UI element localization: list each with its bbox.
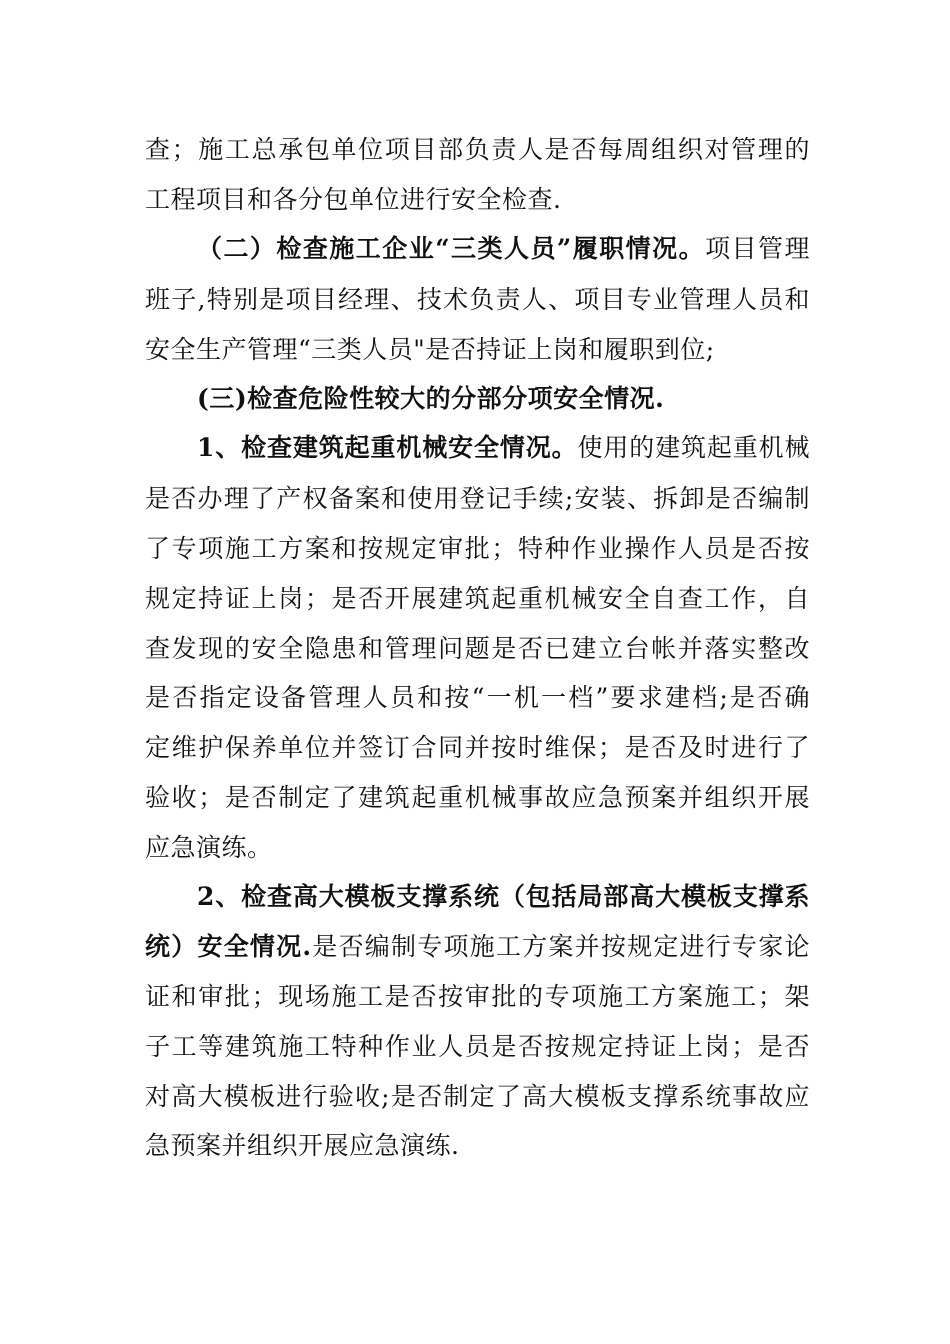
text-segment: 是否编制专项施工方案并按规定进行专家论 <box>311 932 810 961</box>
text-segment: 查发现的安全隐患和管理问题是否已建立台帐并落实整改 <box>145 634 810 663</box>
text-line <box>145 732 810 764</box>
section-heading: (三)检查危险性较大的分部分项安全情况. <box>197 384 665 413</box>
text-line <box>145 1081 810 1113</box>
section-heading-line <box>197 233 810 265</box>
text-line <box>145 682 810 714</box>
text-segment: 对高大模板进行验收;是否制定了高大模板支撑系统事故应 <box>145 1082 810 1111</box>
subsection-heading: 1、检查建筑起重机械安全情况。 <box>197 433 578 462</box>
text-segment: 应急演练。 <box>145 833 273 862</box>
text-line <box>145 633 810 665</box>
subsection-heading-line <box>197 881 810 913</box>
text-line <box>145 483 810 515</box>
text-segment: 班子,特别是项目经理、技术负责人、项目专业管理人员和 <box>145 285 810 314</box>
text-line <box>145 334 810 366</box>
text-segment: 查；施工总承包单位项目部负责人是否每周组织对管理的 <box>145 135 810 164</box>
text-line <box>145 1031 810 1063</box>
text-line <box>145 981 810 1013</box>
text-line <box>145 184 810 216</box>
subsection-heading-line <box>197 432 810 464</box>
text-segment: 急预案并组织开展应急演练. <box>145 1131 460 1160</box>
subsection-heading: 统）安全情况. <box>145 932 312 961</box>
text-segment: 是否办理了产权备案和使用登记手续;安装、拆卸是否编制 <box>145 484 810 513</box>
text-line <box>145 533 810 565</box>
text-segment: 安全生产管理“三类人员"是否持证上岗和履职到位; <box>145 335 715 364</box>
section-heading: （二）检查施工企业“三类人员”履职情况。 <box>197 234 706 263</box>
text-segment: 工程项目和各分包单位进行安全检查. <box>145 185 562 214</box>
text-line <box>145 134 810 166</box>
text-segment: 验收；是否制定了建筑起重机械事故应急预案并组织开展 <box>145 783 810 812</box>
text-line <box>145 832 810 864</box>
text-line <box>145 1130 810 1162</box>
text-line <box>145 583 810 615</box>
text-segment: 证和审批；现场施工是否按审批的专项施工方案施工；架 <box>145 982 810 1011</box>
text-segment: 定维护保养单位并签订合同并按时维保；是否及时进行了 <box>145 733 810 762</box>
subsection-heading: 2、检查高大模板支撑系统（包括局部高大模板支撑系 <box>197 882 810 911</box>
text-line <box>145 284 810 316</box>
section-heading-line <box>197 383 810 415</box>
text-segment: 项目管理 <box>705 234 810 263</box>
text-segment: 子工等建筑施工特种作业人员是否按规定持证上岗；是否 <box>145 1032 810 1061</box>
text-line <box>145 782 810 814</box>
text-line <box>145 931 810 963</box>
text-segment: 使用的建筑起重机械 <box>577 433 810 462</box>
text-segment: 规定持证上岗；是否开展建筑起重机械安全自查工作，自 <box>145 584 810 613</box>
text-segment: 是否指定设备管理人员和按“一机一档”要求建档;是否确 <box>145 683 810 712</box>
text-segment: 了专项施工方案和按规定审批；特种作业操作人员是否按 <box>145 534 810 563</box>
